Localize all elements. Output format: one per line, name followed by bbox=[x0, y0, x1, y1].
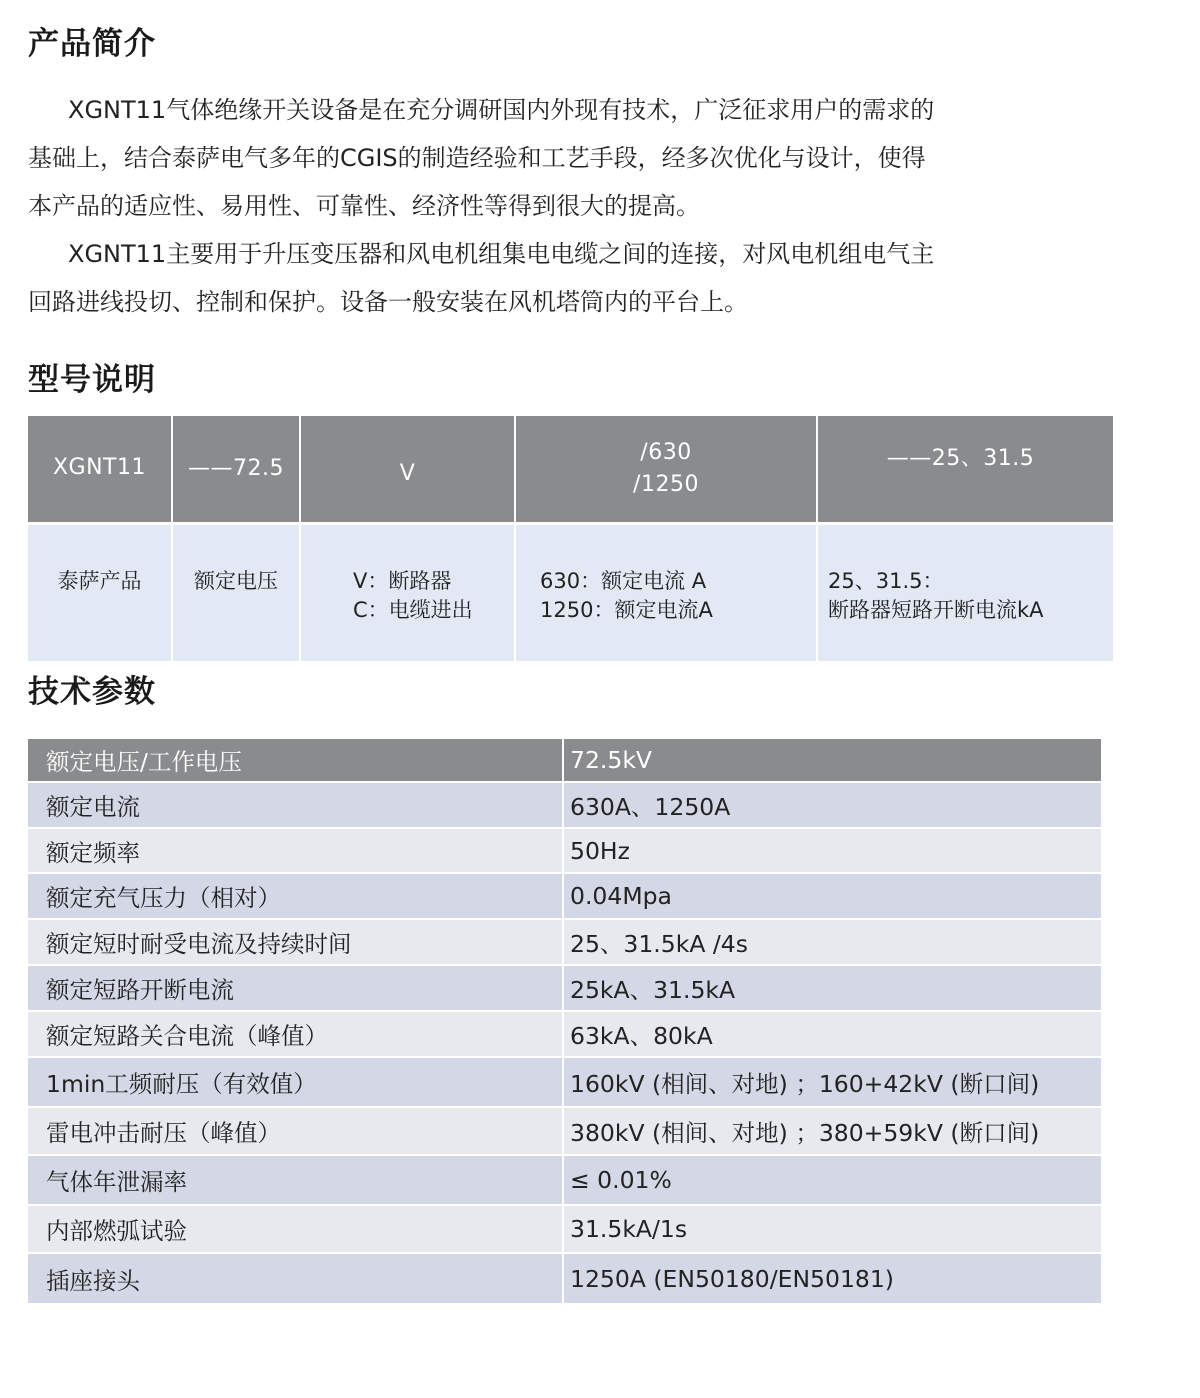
model-head-series: XGNT11 bbox=[28, 416, 173, 522]
model-head-current bbox=[516, 416, 818, 522]
tech-header-value: 72.5kV bbox=[570, 746, 653, 774]
param-value: 25、31.5kA /4s bbox=[570, 930, 748, 958]
intro-p1-line-1: XGNT11气体绝缘开关设备是在充分调研国内外现有技术，广泛征求用户的需求的 bbox=[68, 96, 935, 124]
table-row bbox=[28, 874, 1101, 920]
param-value: ≤ 0.01% bbox=[570, 1166, 672, 1194]
param-name: 额定短路关合电流（峰值） bbox=[28, 1012, 564, 1056]
param-name: 额定短路开断电流 bbox=[28, 966, 564, 1010]
param-value: 63kA、80kA bbox=[570, 1022, 713, 1050]
param-value: 31.5kA/1s bbox=[570, 1215, 688, 1243]
intro-p2-line-2: 回路进线投切、控制和保护。设备一般安装在风机塔筒内的平台上。 bbox=[28, 288, 748, 316]
model-body-voltage: 额定电压 bbox=[173, 525, 301, 661]
model-head-current-2: /1250 bbox=[633, 472, 699, 497]
model-table-body bbox=[28, 525, 1113, 661]
table-row bbox=[28, 1206, 1101, 1254]
param-value: 1250A (EN50180/EN50181) bbox=[570, 1264, 894, 1293]
param-value: 380kV (相间、对地) ；380+59kV (断口间) bbox=[570, 1119, 1040, 1147]
model-body-product: 泰萨产品 bbox=[28, 525, 173, 661]
intro-p1-line-2: 基础上，结合泰萨电气多年的CGIS的制造经验和工艺手段，经多次优化与设计，使得 bbox=[28, 144, 926, 172]
tech-header-key: 额定电压/工作电压 bbox=[28, 739, 564, 781]
intro-p2-line-1: XGNT11主要用于升压变压器和风电机组集电电缆之间的连接，对风电机组电气主 bbox=[68, 240, 935, 268]
tech-header-row bbox=[28, 739, 1101, 783]
param-name: 额定频率 bbox=[28, 829, 564, 872]
model-head-current-1: /630 bbox=[640, 440, 692, 465]
table-row bbox=[28, 1108, 1101, 1156]
model-body-breaking bbox=[818, 525, 1113, 661]
model-body-current-2: 1250：额定电流A bbox=[540, 598, 713, 622]
param-name: 1min工频耐压（有效值） bbox=[28, 1058, 564, 1106]
model-body-breaking-1: 25、31.5： bbox=[828, 569, 944, 593]
table-row bbox=[28, 966, 1101, 1012]
model-table bbox=[28, 416, 1113, 661]
table-row bbox=[28, 1254, 1101, 1303]
param-name: 额定短时耐受电流及持续时间 bbox=[28, 920, 564, 964]
tech-title: 技术参数 bbox=[28, 674, 156, 710]
model-title: 型号说明 bbox=[28, 362, 156, 398]
param-name: 雷电冲击耐压（峰值） bbox=[28, 1108, 564, 1154]
intro-paragraph-1 bbox=[28, 86, 1118, 230]
param-name: 额定充气压力（相对） bbox=[28, 874, 564, 918]
model-head-breaking: ——25、31.5 bbox=[886, 446, 1035, 471]
param-value: 0.04Mpa bbox=[570, 882, 672, 910]
param-name: 内部燃弧试验 bbox=[28, 1206, 564, 1252]
param-value: 160kV (相间、对地) ；160+42kV (断口间) bbox=[570, 1070, 1040, 1098]
param-name: 插座接头 bbox=[28, 1254, 564, 1303]
table-row bbox=[28, 1012, 1101, 1058]
table-row bbox=[28, 920, 1101, 966]
table-row bbox=[28, 829, 1101, 874]
model-body-type-2: C：电缆进出 bbox=[353, 598, 473, 622]
intro-p1-line-3: 本产品的适应性、易用性、可靠性、经济性等得到很大的提高。 bbox=[28, 192, 700, 220]
intro-paragraph-2 bbox=[28, 230, 1118, 326]
param-name: 额定电流 bbox=[28, 783, 564, 827]
table-row bbox=[28, 1058, 1101, 1108]
table-row bbox=[28, 1156, 1101, 1206]
model-head-type: V bbox=[301, 416, 516, 522]
model-body-current bbox=[516, 525, 818, 661]
model-body-type bbox=[301, 525, 516, 661]
model-head-voltage: ——72.5 bbox=[173, 416, 301, 522]
intro-title: 产品简介 bbox=[28, 26, 156, 62]
model-body-type-1: V：断路器 bbox=[353, 569, 452, 593]
param-name: 气体年泄漏率 bbox=[28, 1156, 564, 1204]
param-value: 50Hz bbox=[570, 836, 630, 865]
table-row bbox=[28, 783, 1101, 829]
param-value: 630A、1250A bbox=[570, 793, 731, 821]
model-body-breaking-2: 断路器短路开断电流kA bbox=[828, 598, 1044, 622]
tech-table bbox=[28, 739, 1101, 1303]
param-value: 25kA、31.5kA bbox=[570, 976, 736, 1004]
intro-text bbox=[28, 86, 1118, 326]
model-table-header bbox=[28, 416, 1113, 522]
model-body-current-1: 630：额定电流 A bbox=[540, 569, 707, 593]
